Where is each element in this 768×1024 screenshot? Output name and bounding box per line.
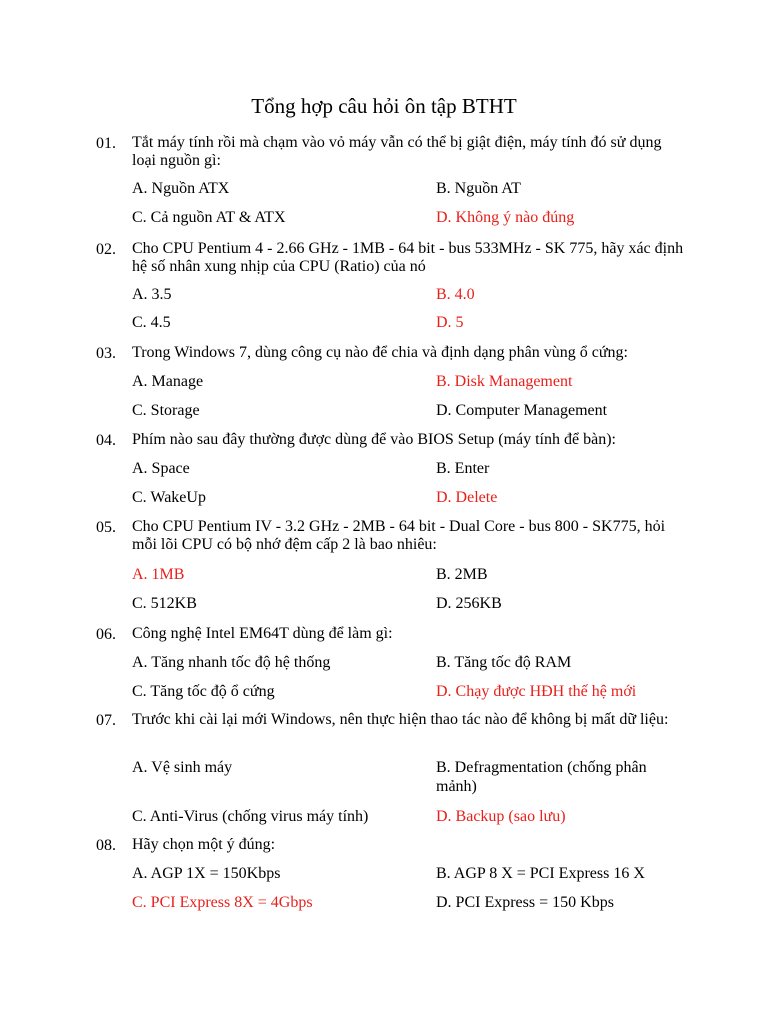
- question-number: 07.: [96, 712, 116, 729]
- option-a: A. 1MB: [132, 566, 185, 583]
- option-a: A. Tăng nhanh tốc độ hệ thống: [132, 654, 331, 671]
- question-text: Trong Windows 7, dùng công cụ nào để chia và định dạng phân vùng ổ cứng:: [132, 344, 628, 361]
- option-d: D. PCI Express = 150 Kbps: [436, 894, 614, 911]
- option-a: A. Nguồn ATX: [132, 180, 230, 197]
- option-d: D. Computer Management: [436, 402, 608, 419]
- option-d: D. Chạy được HĐH thế hệ mới: [436, 683, 637, 700]
- option-c: C. Anti-Virus (chống virus máy tính): [132, 808, 369, 825]
- option-d: D. Backup (sao lưu): [436, 808, 566, 825]
- question-text: Trước khi cài lại mới Windows, nên thực hiện thao tác nào để không bị mất dữ liệu:: [132, 711, 669, 728]
- option-c: C. 4.5: [132, 314, 171, 331]
- option-b: B. Enter: [436, 460, 490, 477]
- option-a: A. Space: [132, 460, 190, 477]
- question-text: Công nghệ Intel EM64T dùng để làm gì:: [132, 625, 393, 642]
- question-text: Tắt máy tính rồi mà chạm vào vỏ máy vẫn có thể bị giật điện, máy tính đó sử dụng loại nguồn gì:: [132, 134, 662, 169]
- option-c: C. Tăng tốc độ ổ cứng: [132, 683, 275, 700]
- question-number: 08.: [96, 837, 116, 854]
- question-text: Cho CPU Pentium 4 - 2.66 GHz - 1MB - 64 bit - bus 533MHz - SK 775, hãy xác định hệ số nhân xung nhịp của CPU (Ratio) của nó: [132, 240, 684, 275]
- question-text: Cho CPU Pentium IV - 3.2 GHz - 2MB - 64 bit - Dual Core - bus 800 - SK775, hỏi mỗi lõi CPU có bộ nhớ đệm cấp 2 là bao nhiêu:: [132, 518, 666, 553]
- option-b: B. AGP 8 X = PCI Express 16 X: [436, 865, 645, 882]
- option-a: A. 3.5: [132, 286, 172, 303]
- question-text: Hãy chọn một ý đúng:: [132, 836, 276, 853]
- option-c: C. Cả nguồn AT & ATX: [132, 209, 286, 226]
- option-a: A. Vệ sinh máy: [132, 759, 233, 776]
- option-a: A. AGP 1X = 150Kbps: [132, 865, 281, 882]
- option-a: A. Manage: [132, 373, 204, 390]
- option-b: B. Disk Management: [436, 373, 573, 390]
- question-number: 03.: [96, 345, 116, 362]
- question-text: Phím nào sau đây thường được dùng để vào BIOS Setup (máy tính để bàn):: [132, 431, 616, 448]
- question-number: 06.: [96, 626, 116, 643]
- option-c: C. PCI Express 8X = 4Gbps: [132, 894, 313, 911]
- option-b: B. Defragmentation (chống phân mảnh): [436, 759, 647, 795]
- option-d: D. 256KB: [436, 595, 502, 612]
- question-number: 05.: [96, 519, 116, 536]
- question-number: 04.: [96, 432, 116, 449]
- option-b: B. 4.0: [436, 286, 475, 303]
- option-c: C. Storage: [132, 402, 200, 419]
- question-number: 01.: [96, 135, 116, 152]
- question-number: 02.: [96, 241, 116, 258]
- option-c: C. WakeUp: [132, 489, 206, 506]
- option-d: D. Delete: [436, 489, 498, 506]
- option-b: B. 2MB: [436, 566, 488, 583]
- option-b: B. Tăng tốc độ RAM: [436, 654, 572, 671]
- option-b: B. Nguồn AT: [436, 180, 521, 197]
- option-c: C. 512KB: [132, 595, 197, 612]
- option-d: D. Không ý nào đúng: [436, 209, 575, 226]
- document-title: Tổng hợp câu hỏi ôn tập BTHT: [251, 94, 517, 118]
- option-d: D. 5: [436, 314, 464, 331]
